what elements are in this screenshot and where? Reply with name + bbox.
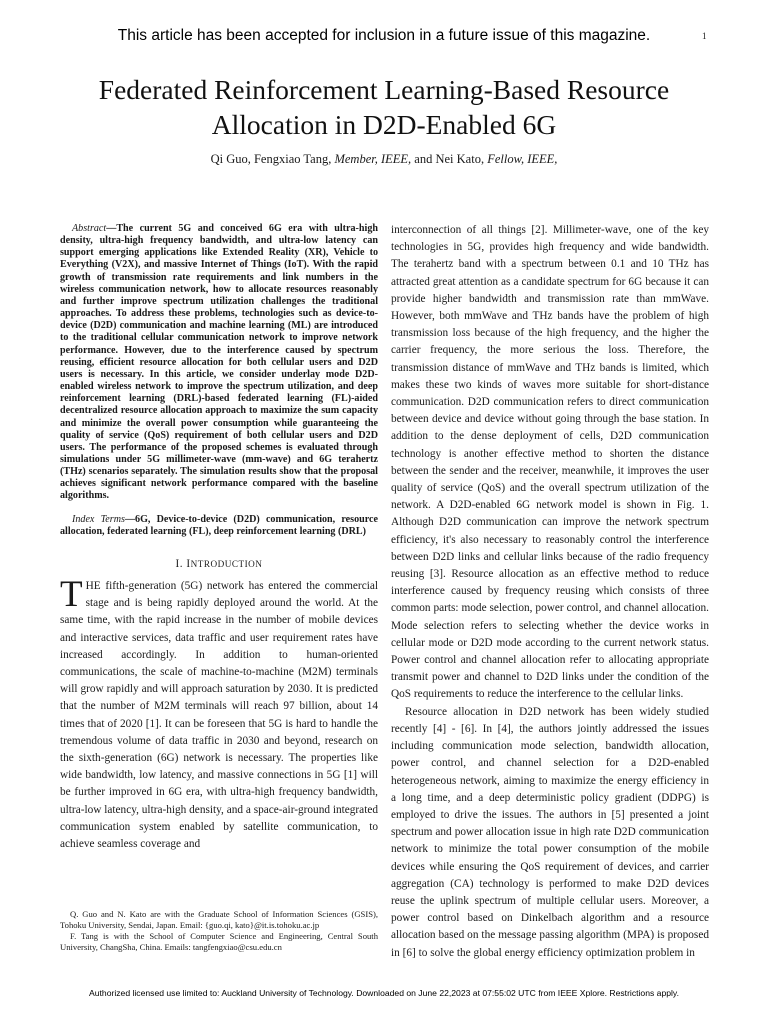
- title-line-2: Allocation in D2D-Enabled 6G: [211, 109, 557, 140]
- index-terms: [60, 514, 378, 538]
- left-column: [60, 223, 378, 853]
- intro-text: HE fifth-generation (5G) network has entered the commercial stage and is being rapidly deployed around the world. At the same time, with the rapid increase in the number of mobile devices and interactive services, data traffic and user requirement rates have increased accordingly. In addition to human-oriented communications, the scale of machine-to-machine (M2M) terminals will grow rapidly and will approach saturation by 2030. It is predicted that the number of M2M terminals will reach 97 billion, about 14 times that of 2020 [1]. It can be foreseen that 5G is hard to handle the tremendous volume of data traffic in 2030 and beyond, research on the sixth-generation (6G) network is necessary. The properties like wide bandwidth, low latency, and massive connections in 5G [1] will be further improved in 6G era, with ultra-high frequency bandwidth, ultra-low latency, ultra-high density, and a space-air-ground integrated communication system enabled by satellite communication, to achieve seamless coverage and: [60, 579, 378, 850]
- title-line-1: Federated Reinforcement Learning-Based Resource: [98, 74, 670, 105]
- intro-paragraph: [60, 573, 378, 853]
- section-title-rest: NTRODUCTION: [190, 558, 263, 569]
- right-column: [391, 222, 709, 962]
- section-numeral: I. I: [175, 557, 191, 570]
- page-number: 1: [702, 31, 707, 41]
- author-list: [40, 152, 728, 167]
- author-names-2: and Nei Kato,: [411, 152, 488, 166]
- index-terms-lead: Index Terms: [72, 513, 125, 525]
- license-footer: Authorized licensed use limited to: Auckland University of Technology. Downloaded on June 22,2023 at 07:55:02 UTC from IEEE Xplore. Restrictions apply.: [89, 988, 679, 998]
- footnote-affiliation-2: F. Tang is with the School of Computer Science and Engineering, Central South University, ChangSha, China. Emails: tangfengxiao@csu.edu.cn: [60, 931, 378, 952]
- section-heading-introduction: [60, 558, 378, 570]
- author-names-1: Qi Guo, Fengxiao Tang,: [210, 152, 335, 166]
- author-footnote: [60, 909, 378, 953]
- abstract: [60, 223, 378, 503]
- body-paragraph-1: interconnection of all things [2]. Millimeter-wave, one of the key technologies in 5G, provides high frequency and wide bandwidth. The terahertz band with a spectrum between 0.1 and 10 THz has attracted great attention as a candidate spectrum for 6G because it can provide higher bandwidth and transmission rate than mmWave. However, both mmWave and THz bands have the problem of high transmission loss because of the high frequency, and the higher the carrier frequency, the more serious the loss. Therefore, the transmission distance of mmWave and THz bands is limited, which makes these two kinds of waves more suitable for short-distance communication. D2D communication refers to direct communication between device and device without going through the base station. In addition to the dense deployment of cells, D2D communication technology is another effective method to shorten the distance between the sender and the receiver, meanwhile, it improves the user quality of service (QoS) and the overall spectrum utilization of the network. A D2D-enabled 6G network model is shown in Fig. 1. Although D2D communication can improve the network spectrum efficiency, it's also necessary to reasonably control the interference between D2D links and cellular links because of the radio frequency reusing [3]. Resource allocation as an effective method to reduce interference caused by frequency reusing which consists of three common parts: mode selection, power control, and channel allocation. Mode selection refers to selecting whether the device works in cellular mode or D2D mode according to the current network status. Power control and channel allocation refer to allocating appropriate transmit power and channel to D2D links under the condition of the QoS requirements to reduce the interference to the cellular links.: [391, 224, 709, 701]
- drop-cap: T: [60, 573, 83, 615]
- footnote-affiliation-1: Q. Guo and N. Kato are with the Graduate School of Information Sciences (GSIS), Tohoku University, Sendai, Japan. Email: {guo.qi, kato}@it.is.tohoku.ac.jp: [60, 909, 378, 930]
- abstract-text: —The current 5G and conceived 6G era with ultra-high density, ultra-high frequency bandwidth, and ultra-low latency can support emerging applications like Extended Reality (XR), Vehicle to Everything (V2X), and massive Internet of Things (IoT). With the rapid growth of transmission rate requirements and link numbers in the wireless communication network, how to allocate resources reasonably and further improve spectrum utilization challenges the traditional approaches. To address these problems, technologies such as device-to-device (D2D) communication and machine learning (ML) are introduced to the traditional cellular communication network to improve network performance. However, due to the interference caused by spectrum reusing, efficient resource allocation for both cellular users and D2D users is necessary. In this article, we consider underlay mode D2D-enabled wireless network to improve the spectrum utilization, and deep reinforcement learning (DRL)-based federated learning (FL)-aided decentralized resource allocation approach to maximize the sum capacity and minimize the overall power consumption while guaranteeing the quality of service (QoS) requirement of both cellular users and D2D users. The performance of the proposed schemes is evaluated through simulations under 5G millimeter-wave (mm-wave) and 6G terahertz (THz) scenarios separately. The simulation results show that the proposal achieves significant network performance compared with the baseline algorithms.: [60, 223, 378, 502]
- author-role-2: Fellow, IEEE,: [487, 152, 558, 166]
- author-role-1: Member, IEEE,: [334, 152, 412, 166]
- acceptance-banner: This article has been accepted for inclusion in a future issue of this magazine.: [117, 27, 651, 44]
- body-paragraph-2: Resource allocation in D2D network has been widely studied recently [4] - [6]. In [4], the authors jointly addressed the issues including communication mode selection, bandwidth allocation, power control, and channel selection for a D2D-enabled heterogeneous network, aiming to maximize the energy efficiency in a long time, and a deep deterministic policy gradient (DDPG) is employed to drive the issues. The authors in [5] presented a joint spectrum and power allocation issue in high rate D2D communication network to minimize the total power consumption of the mobile devices while ensuring the QoS requirement of devices, and carrier aggregation (CA) technology is performed to make D2D devices reuse the uplink spectrum of multiple cellular users. Moreover, a power control based on Dinkelbach algorithm and a resource allocation based on the message passing algorithm (MPA) is proposed in [6] to solve the global energy efficiency optimization problem in: [391, 705, 709, 959]
- abstract-lead: Abstract: [72, 223, 107, 234]
- paper-title: [40, 72, 728, 142]
- index-terms-text: —6G, Device-to-device (D2D) communication, resource allocation, federated learning (FL), deep reinforcement learning (DRL): [60, 513, 378, 537]
